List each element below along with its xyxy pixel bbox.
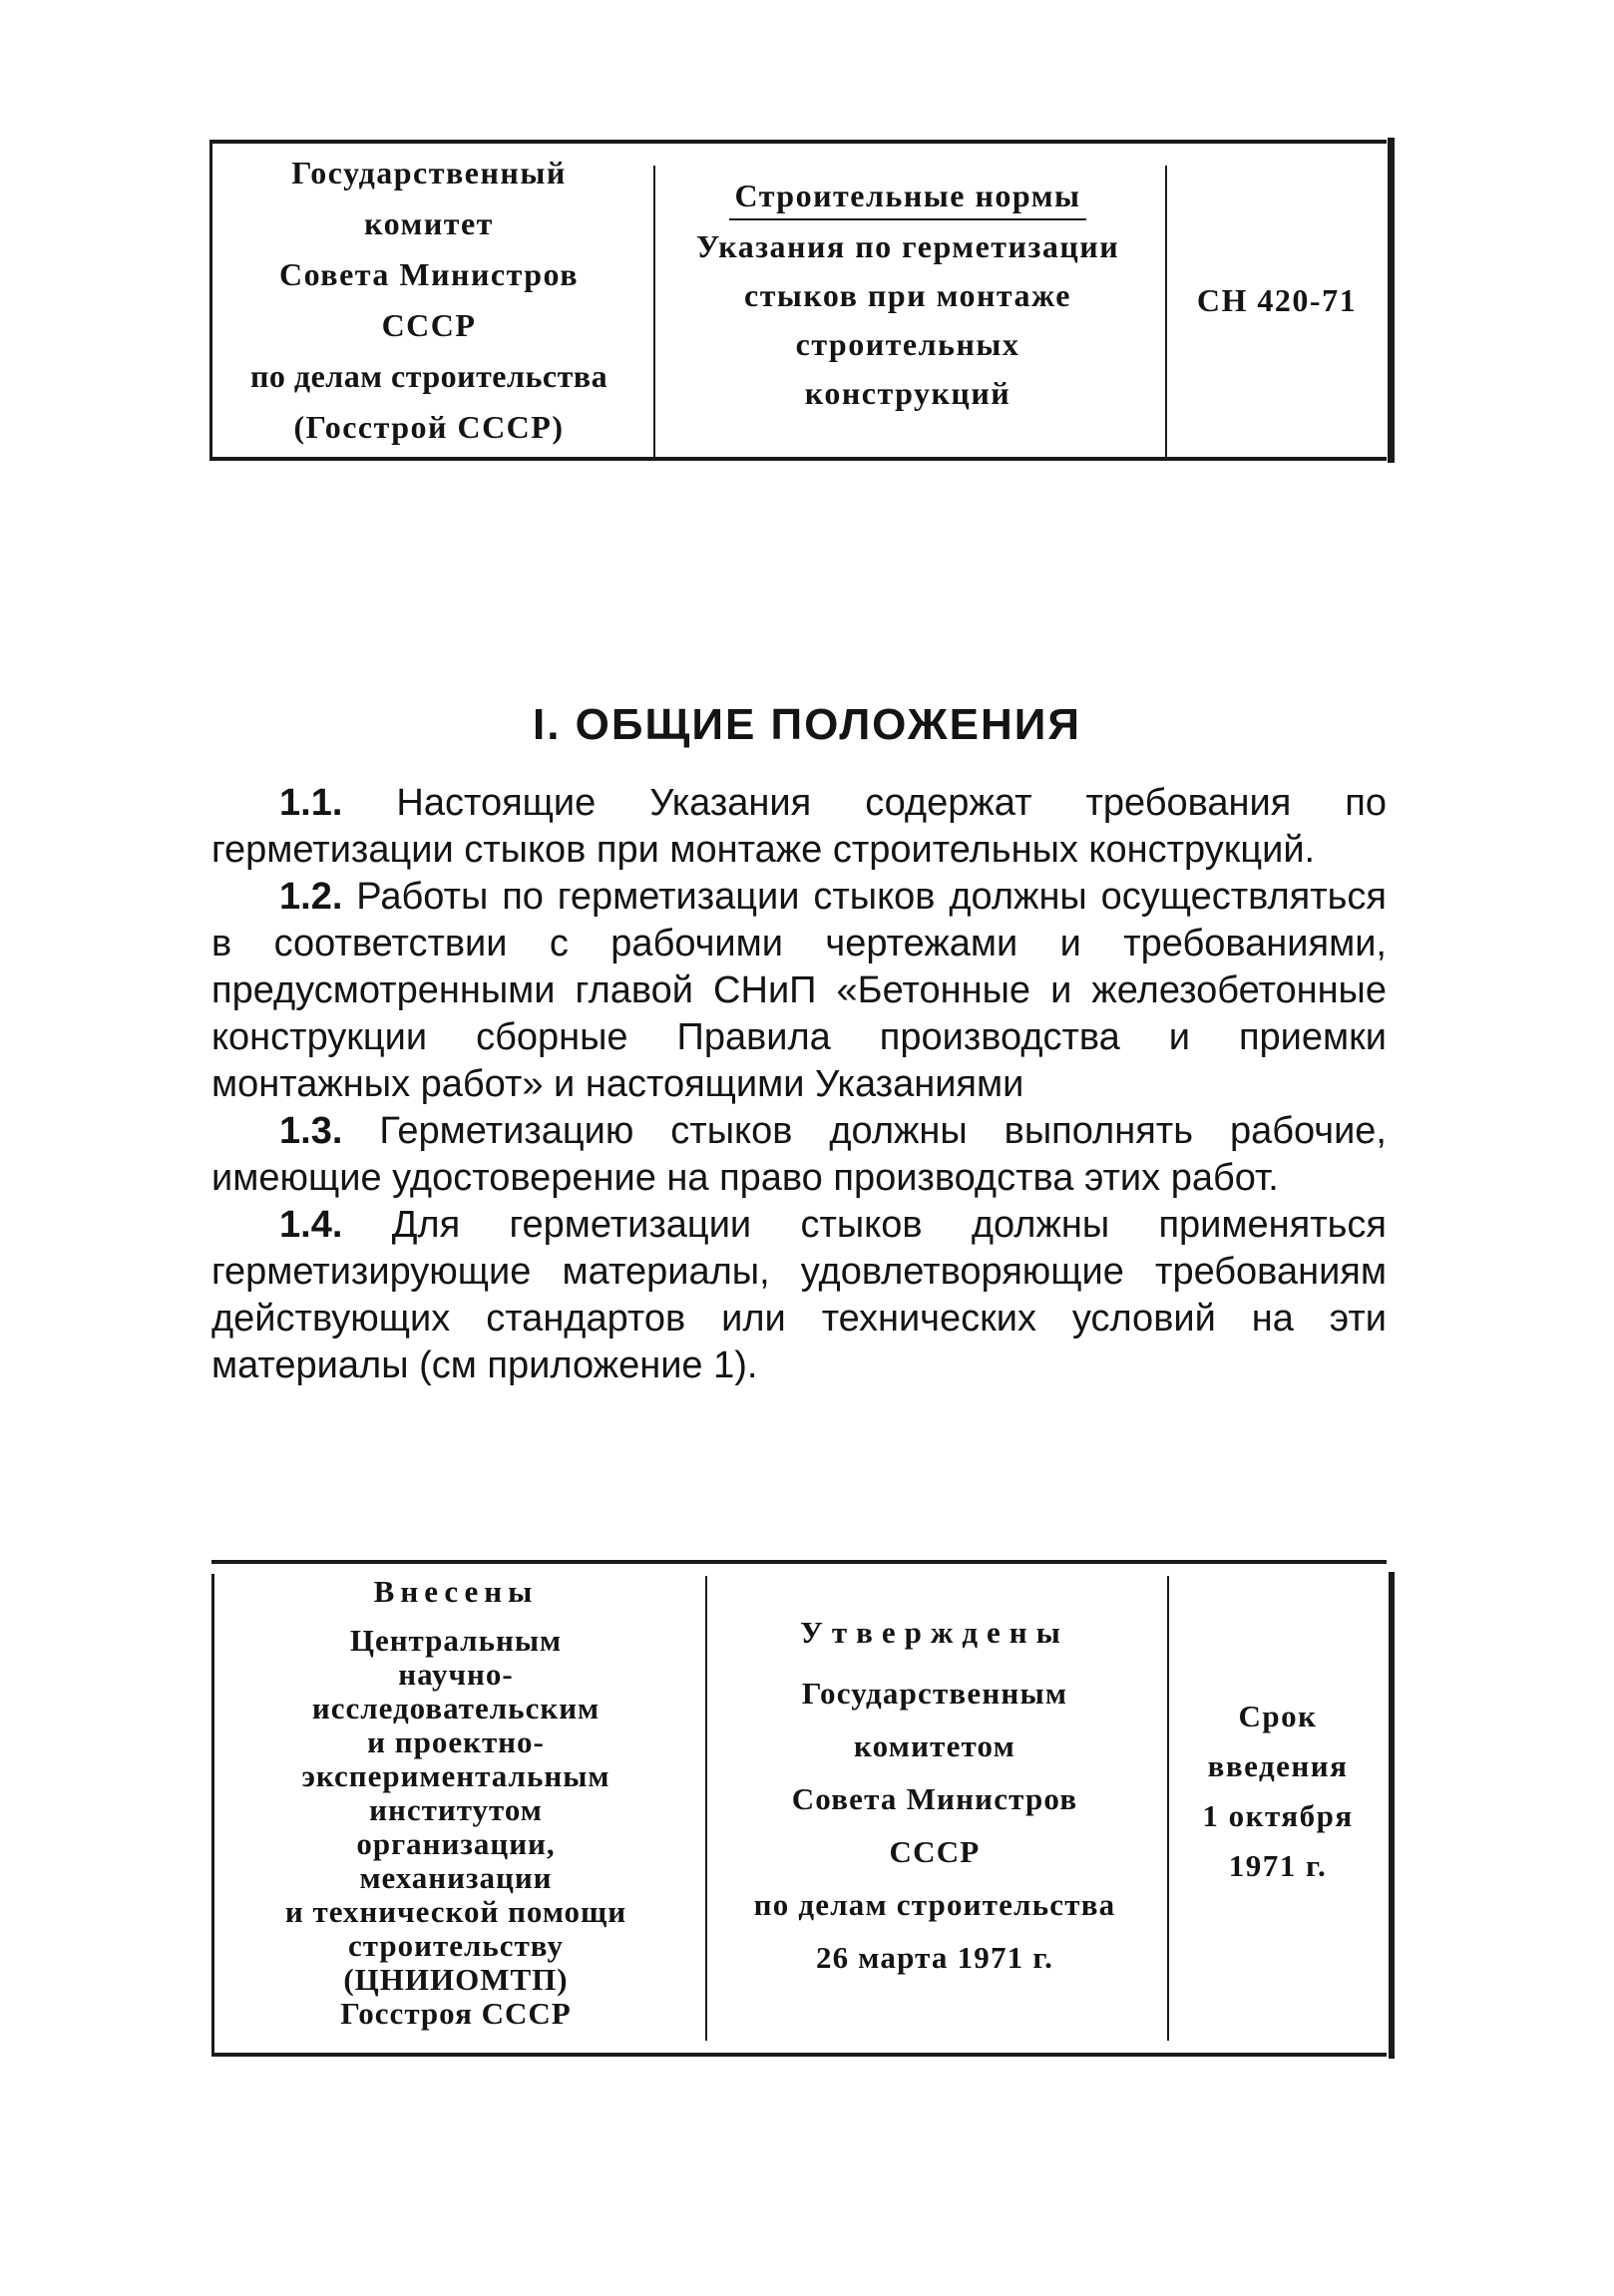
- introduced-heading: Внесены: [373, 1574, 539, 1609]
- paragraph: [211, 1108, 1387, 1202]
- approved-heading: Утверждены: [800, 1615, 1069, 1650]
- introduced-line: и проектно-: [367, 1724, 545, 1759]
- term-line: введения: [1207, 1748, 1349, 1783]
- introduced-line: Центральным: [349, 1623, 563, 1658]
- introduced-line: институтом: [369, 1792, 543, 1827]
- introduced-by-cell: [211, 1564, 700, 2053]
- paragraph: [211, 1202, 1387, 1389]
- org-line: Совета Министров: [278, 256, 579, 292]
- approved-line: Государственным: [801, 1676, 1068, 1711]
- introduced-line: научно-: [398, 1657, 514, 1692]
- document-footer-table: [211, 1560, 1387, 2057]
- introduced-line: механизации: [359, 1860, 553, 1895]
- org-line: по делам строительства: [249, 358, 608, 394]
- issuing-organization: [209, 144, 648, 457]
- table-border-right: [1389, 1572, 1395, 2059]
- introduced-line: экспериментальным: [301, 1758, 610, 1793]
- norms-heading: Строительные нормы: [729, 173, 1087, 220]
- paragraph: [211, 780, 1387, 874]
- paragraph-text: Работы по герметизации стыков должны осуществляться в соответствии с рабочими чертежами и требованиями, предусмотренными главой СНиП «Бетонные и железобетонные конструкции сборные Правила производства и приемки монтажных работ» и настоящими Указаниями: [211, 876, 1388, 1105]
- paragraph-number: 1.4.: [279, 1204, 343, 1246]
- org-line: комитет: [364, 205, 494, 241]
- introduced-line: исследовательским: [311, 1691, 601, 1725]
- doc-title-line: стыков при монтаже: [744, 277, 1071, 313]
- approved-line: Совета Министров: [791, 1781, 1078, 1816]
- approved-line: комитетом: [854, 1728, 1015, 1763]
- paragraph-text: Настоящие Указания содержат требования по герметизации стыков при монтаже строительных конструкций.: [211, 782, 1387, 871]
- paragraph-text: Герметизацию стыков должны выполнять рабочие, имеющие удостоверение на право производства этих работ.: [211, 1110, 1387, 1199]
- org-line: СССР: [381, 307, 477, 343]
- approved-by-cell: [705, 1564, 1164, 2053]
- section-title: I. ОБЩИЕ ПОЛОЖЕНИЯ: [533, 700, 1081, 749]
- org-line: Государственный: [291, 155, 567, 191]
- document-header-table: [209, 140, 1387, 461]
- section-body: [211, 780, 1387, 1389]
- document-code: СН 420-71: [1196, 281, 1358, 318]
- approved-line: по делам строительства: [753, 1887, 1116, 1922]
- doc-title-line: конструкций: [804, 375, 1011, 411]
- term-line: 1 октября: [1202, 1798, 1354, 1833]
- paragraph-number: 1.3.: [279, 1110, 343, 1152]
- paragraph-number: 1.2.: [279, 876, 343, 918]
- introduced-line: и технической помощи: [284, 1894, 627, 1929]
- paragraph-text: Для герметизации стыков должны применяться герметизирующие материалы, удовлетворяющие требованиям действующих стандартов или технических условий на эти материалы (см приложение 1).: [211, 1204, 1388, 1386]
- table-border-right: [1388, 138, 1395, 463]
- introduced-line: Госстроя СССР: [340, 1996, 572, 2031]
- doc-title-line: строительных: [795, 326, 1020, 362]
- paragraph-number: 1.1.: [279, 782, 343, 824]
- doc-title-line: Указания по герметизации: [695, 228, 1120, 264]
- document-title-block: [653, 144, 1162, 457]
- term-line: 1971 г.: [1228, 1848, 1328, 1883]
- org-line: (Госстрой СССР): [293, 409, 565, 445]
- introduced-line: организации,: [356, 1826, 556, 1861]
- approved-date: 26 марта 1971 г.: [815, 1940, 1054, 1975]
- term-line: Срок: [1238, 1699, 1318, 1733]
- introduced-line: строительству: [348, 1928, 564, 1963]
- introduced-line: (ЦНИИОМТП): [343, 1962, 569, 1997]
- approved-line: СССР: [889, 1834, 981, 1869]
- document-code-cell: [1167, 144, 1387, 457]
- paragraph: [211, 874, 1387, 1108]
- effective-date-cell: [1169, 1564, 1387, 2053]
